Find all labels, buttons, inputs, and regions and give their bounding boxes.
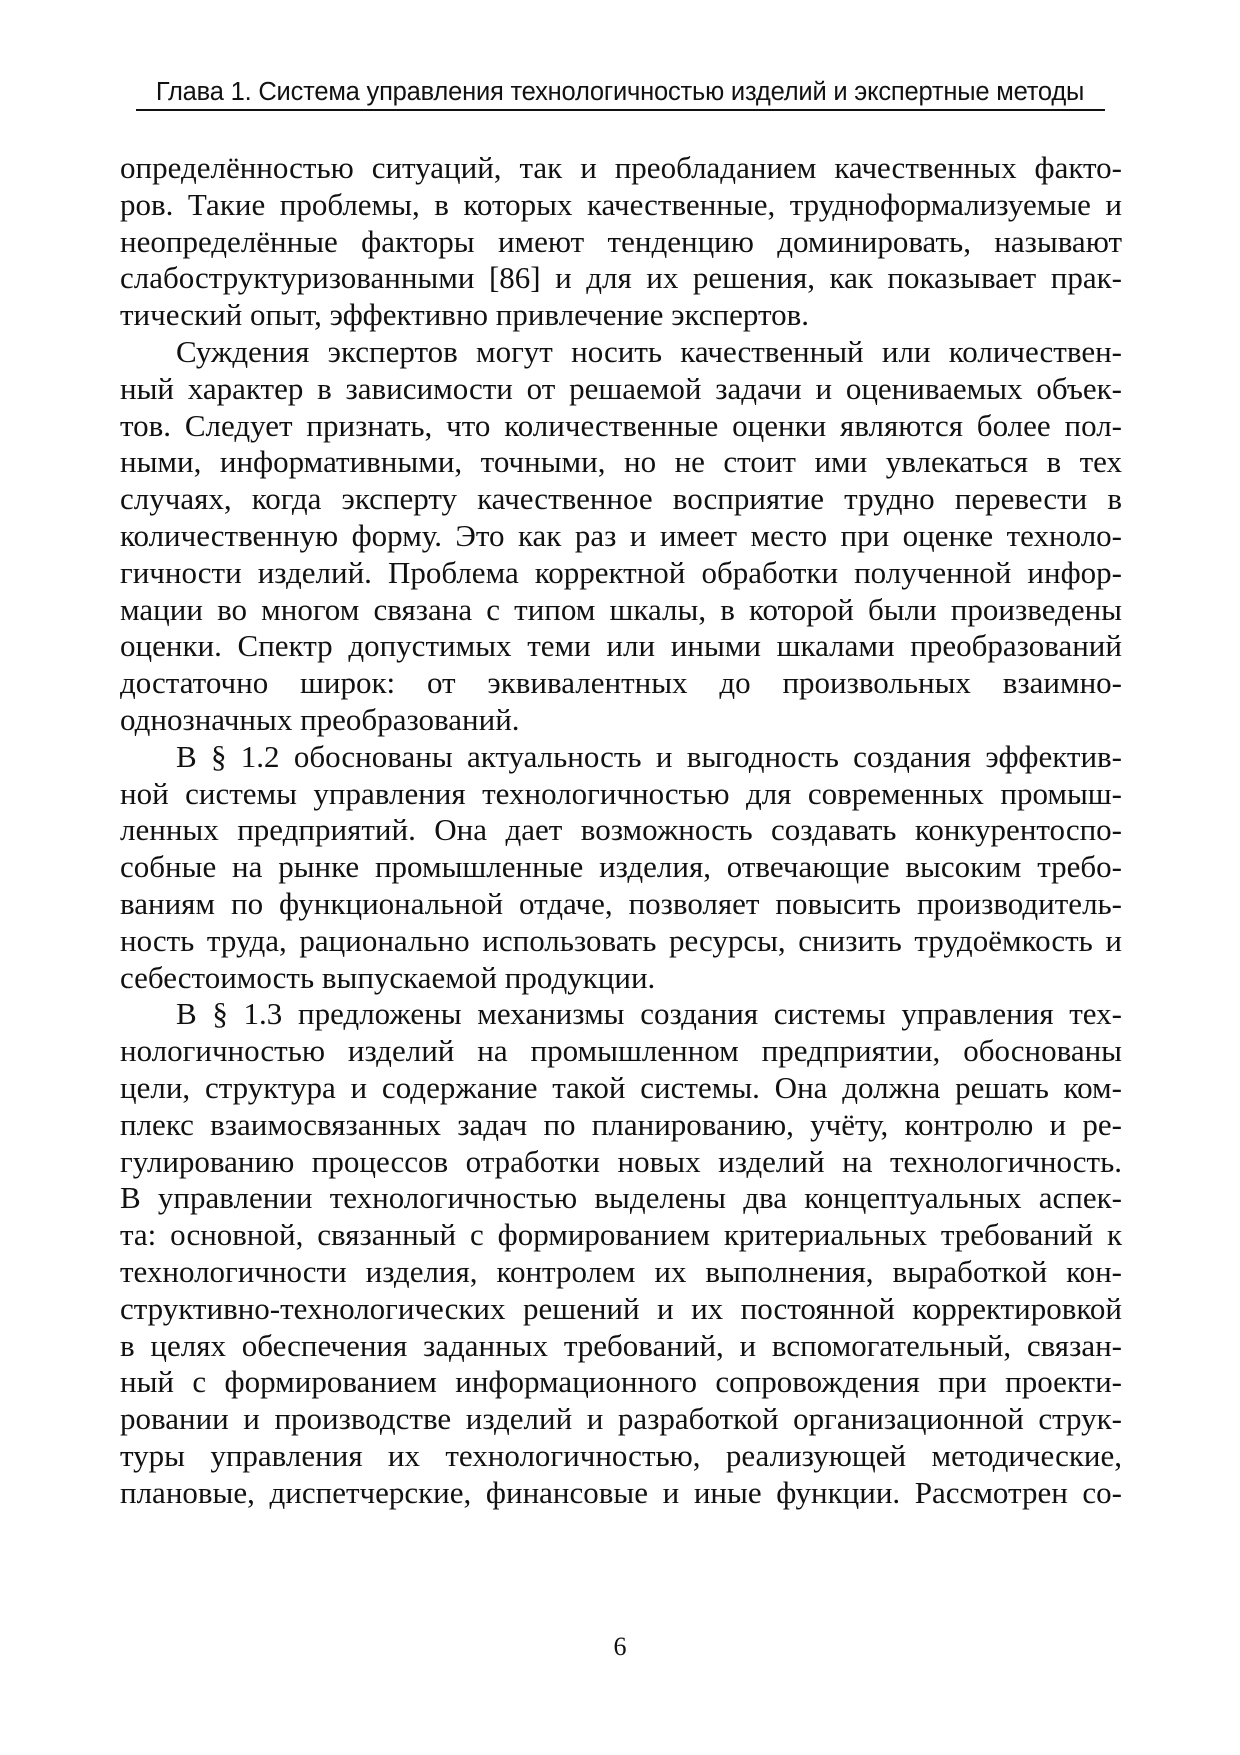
text-line: тический опыт, эффективно привлечение экспертов. [120, 297, 810, 333]
text-line: слабоструктуризованными [86] и для их решения, как показывает прак- [120, 260, 1122, 296]
running-header: Глава 1. Система управления технологичностью изделий и экспертные методы [155, 78, 1085, 106]
text-line: оценки. Спектр допустимых теми или иными шкалами преобразований [120, 628, 1122, 664]
text-line: плекс взаимосвязанных задач по планированию, учёту, контролю и ре- [120, 1106, 1122, 1142]
text-line: тов. Следует признать, что количественные оценки являются более пол- [120, 407, 1122, 443]
text-line: ровании и производстве изделий и разработкой организационной струк- [120, 1401, 1122, 1437]
text-line: В управлении технологичностью выделены два концептуальных аспек- [120, 1180, 1122, 1216]
text-line: ный с формированием информационного сопровождения при проекти- [120, 1364, 1122, 1400]
text-line: ной системы управления технологичностью для современных промыш- [120, 775, 1122, 811]
text-line: нологичностью изделий на промышленном предприятии, обоснованы [120, 1033, 1122, 1069]
text-line: ный характер в зависимости от решаемой задачи и оцениваемых объек- [120, 370, 1122, 406]
text-line: определённостью ситуаций, так и преобладанием качественных факто- [120, 150, 1122, 185]
body-text [120, 150, 1122, 1511]
text-line: собные на рынке промышленные изделия, отвечающие высоким требо- [120, 849, 1122, 885]
text-line: количественную форму. Это как раз и имеет место при оценке техноло- [120, 517, 1122, 553]
text-line: ными, информативными, точными, но не стоит ими увлекаться в тех [120, 444, 1122, 480]
paragraph-section-1-3 [120, 996, 1122, 1511]
page-number: 6 [613, 1632, 627, 1661]
text-line: ленных предприятий. Она дает возможность создавать конкурентоспо- [120, 812, 1122, 848]
text-line: туры управления их технологичностью, реализующей методические, [120, 1437, 1122, 1473]
paragraph-expert-judgements [120, 334, 1122, 739]
text-line: технологичности изделия, контролем их выполнения, выработкой кон- [120, 1253, 1122, 1289]
text-line: ваниям по функциональной отдаче, позволяет повысить производитель- [120, 885, 1122, 921]
text-line: неопределённые факторы имеют тенденцию доминировать, называют [120, 223, 1122, 259]
text-line: в целях обеспечения заданных требований, и вспомогательный, связан- [120, 1327, 1122, 1363]
text-line: мации во многом связана с типом шкалы, в которой были произведены [120, 591, 1122, 627]
text-line: ность труда, рационально использовать ресурсы, снизить трудоёмкость и [120, 922, 1122, 958]
text-line: гичности изделий. Проблема корректной обработки полученной инфор- [120, 554, 1122, 590]
text-line: ров. Такие проблемы, в которых качественные, трудноформализуемые и [120, 186, 1122, 222]
text-line: однозначных преобразований. [120, 701, 520, 737]
header-rule [136, 109, 1105, 111]
text-line: Суждения экспертов могут носить качественный или количествен- [176, 333, 1122, 369]
text-line: та: основной, связанный с формированием критериальных требований к [120, 1217, 1122, 1253]
paragraph-continuation [120, 150, 1122, 334]
text-line: плановые, диспетчерские, финансовые и иные функции. Рассмотрен со- [120, 1474, 1122, 1510]
text-line: себестоимость выпускаемой продукции. [120, 959, 656, 995]
text-line: достаточно широк: от эквивалентных до произвольных взаимно- [120, 665, 1122, 701]
text-line: цели, структура и содержание такой системы. Она должна решать ком- [120, 1069, 1122, 1105]
paragraph-section-1-2 [120, 739, 1122, 997]
text-line: структивно-технологических решений и их постоянной корректировкой [120, 1290, 1122, 1326]
text-line: случаях, когда эксперту качественное восприятие трудно перевести в [120, 481, 1122, 517]
text-line: В § 1.2 обоснованы актуальность и выгодность создания эффектив- [176, 738, 1122, 774]
text-line: гулированию процессов отработки новых изделий на технологичность. [120, 1143, 1122, 1179]
text-line: В § 1.3 предложены механизмы создания системы управления тех- [176, 996, 1122, 1032]
